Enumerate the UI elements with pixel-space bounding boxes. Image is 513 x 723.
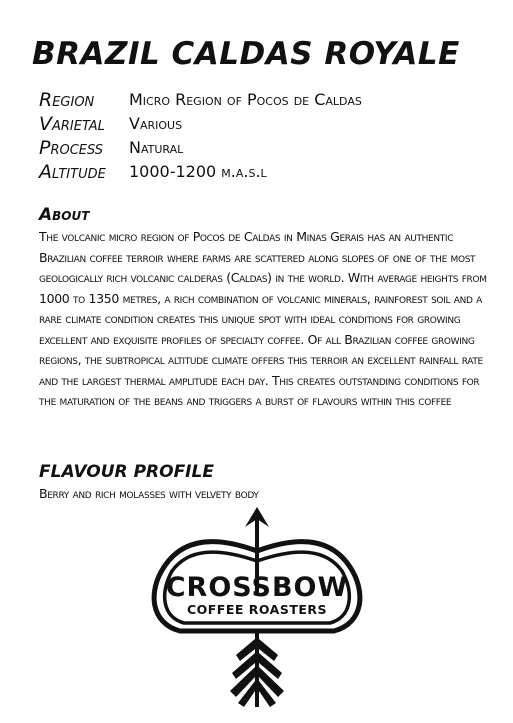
crossbow-logo <box>144 505 370 715</box>
about-text: The volcanic micro region of Pocos de Caldas in Minas Gerais has an authentic Brazilian coffee terroir where farms are scattered along slopes of one of the most geologically rich volcanic calderas (Caldas) in the world. With average heights from 1000 to 1350 metres, a rich combination of volcanic minerals, rainforest soil and a rare climate condition creates this unique spot with ideal conditions for growing excellent and exquisite profiles of specialty coffee. Of all Brazilian coffee growing regions, the subtropical altitude climate offers this terroir an excellent rainfall rate and the largest thermal amplitude each day. This creates outstanding conditions for the maturation of the beans and triggers a burst of flavours within this coffee <box>39 229 487 408</box>
spec-value: Natural <box>129 138 184 157</box>
brand-tagline: COFFEE ROASTERS <box>186 602 328 617</box>
flavour-heading: FLAVOUR PROFILE <box>39 462 214 482</box>
page-title: BRAZIL CALDAS ROYALE <box>32 36 460 72</box>
spec-label: Altitude <box>39 161 106 183</box>
about-heading: About <box>39 205 90 225</box>
spec-value: Micro Region of Pocos de Caldas <box>129 90 362 109</box>
spec-label: Process <box>39 137 104 159</box>
spec-label: Region <box>39 89 95 111</box>
spec-value: 1000-1200 m.a.s.l <box>129 162 267 181</box>
fletching-icon <box>230 633 284 707</box>
spec-label: Varietal <box>39 113 105 135</box>
brand-name: CROSSBOW <box>165 572 349 603</box>
flavour-text: Berry and rich molasses with velvety body <box>39 486 259 501</box>
spec-value: Various <box>129 114 183 133</box>
